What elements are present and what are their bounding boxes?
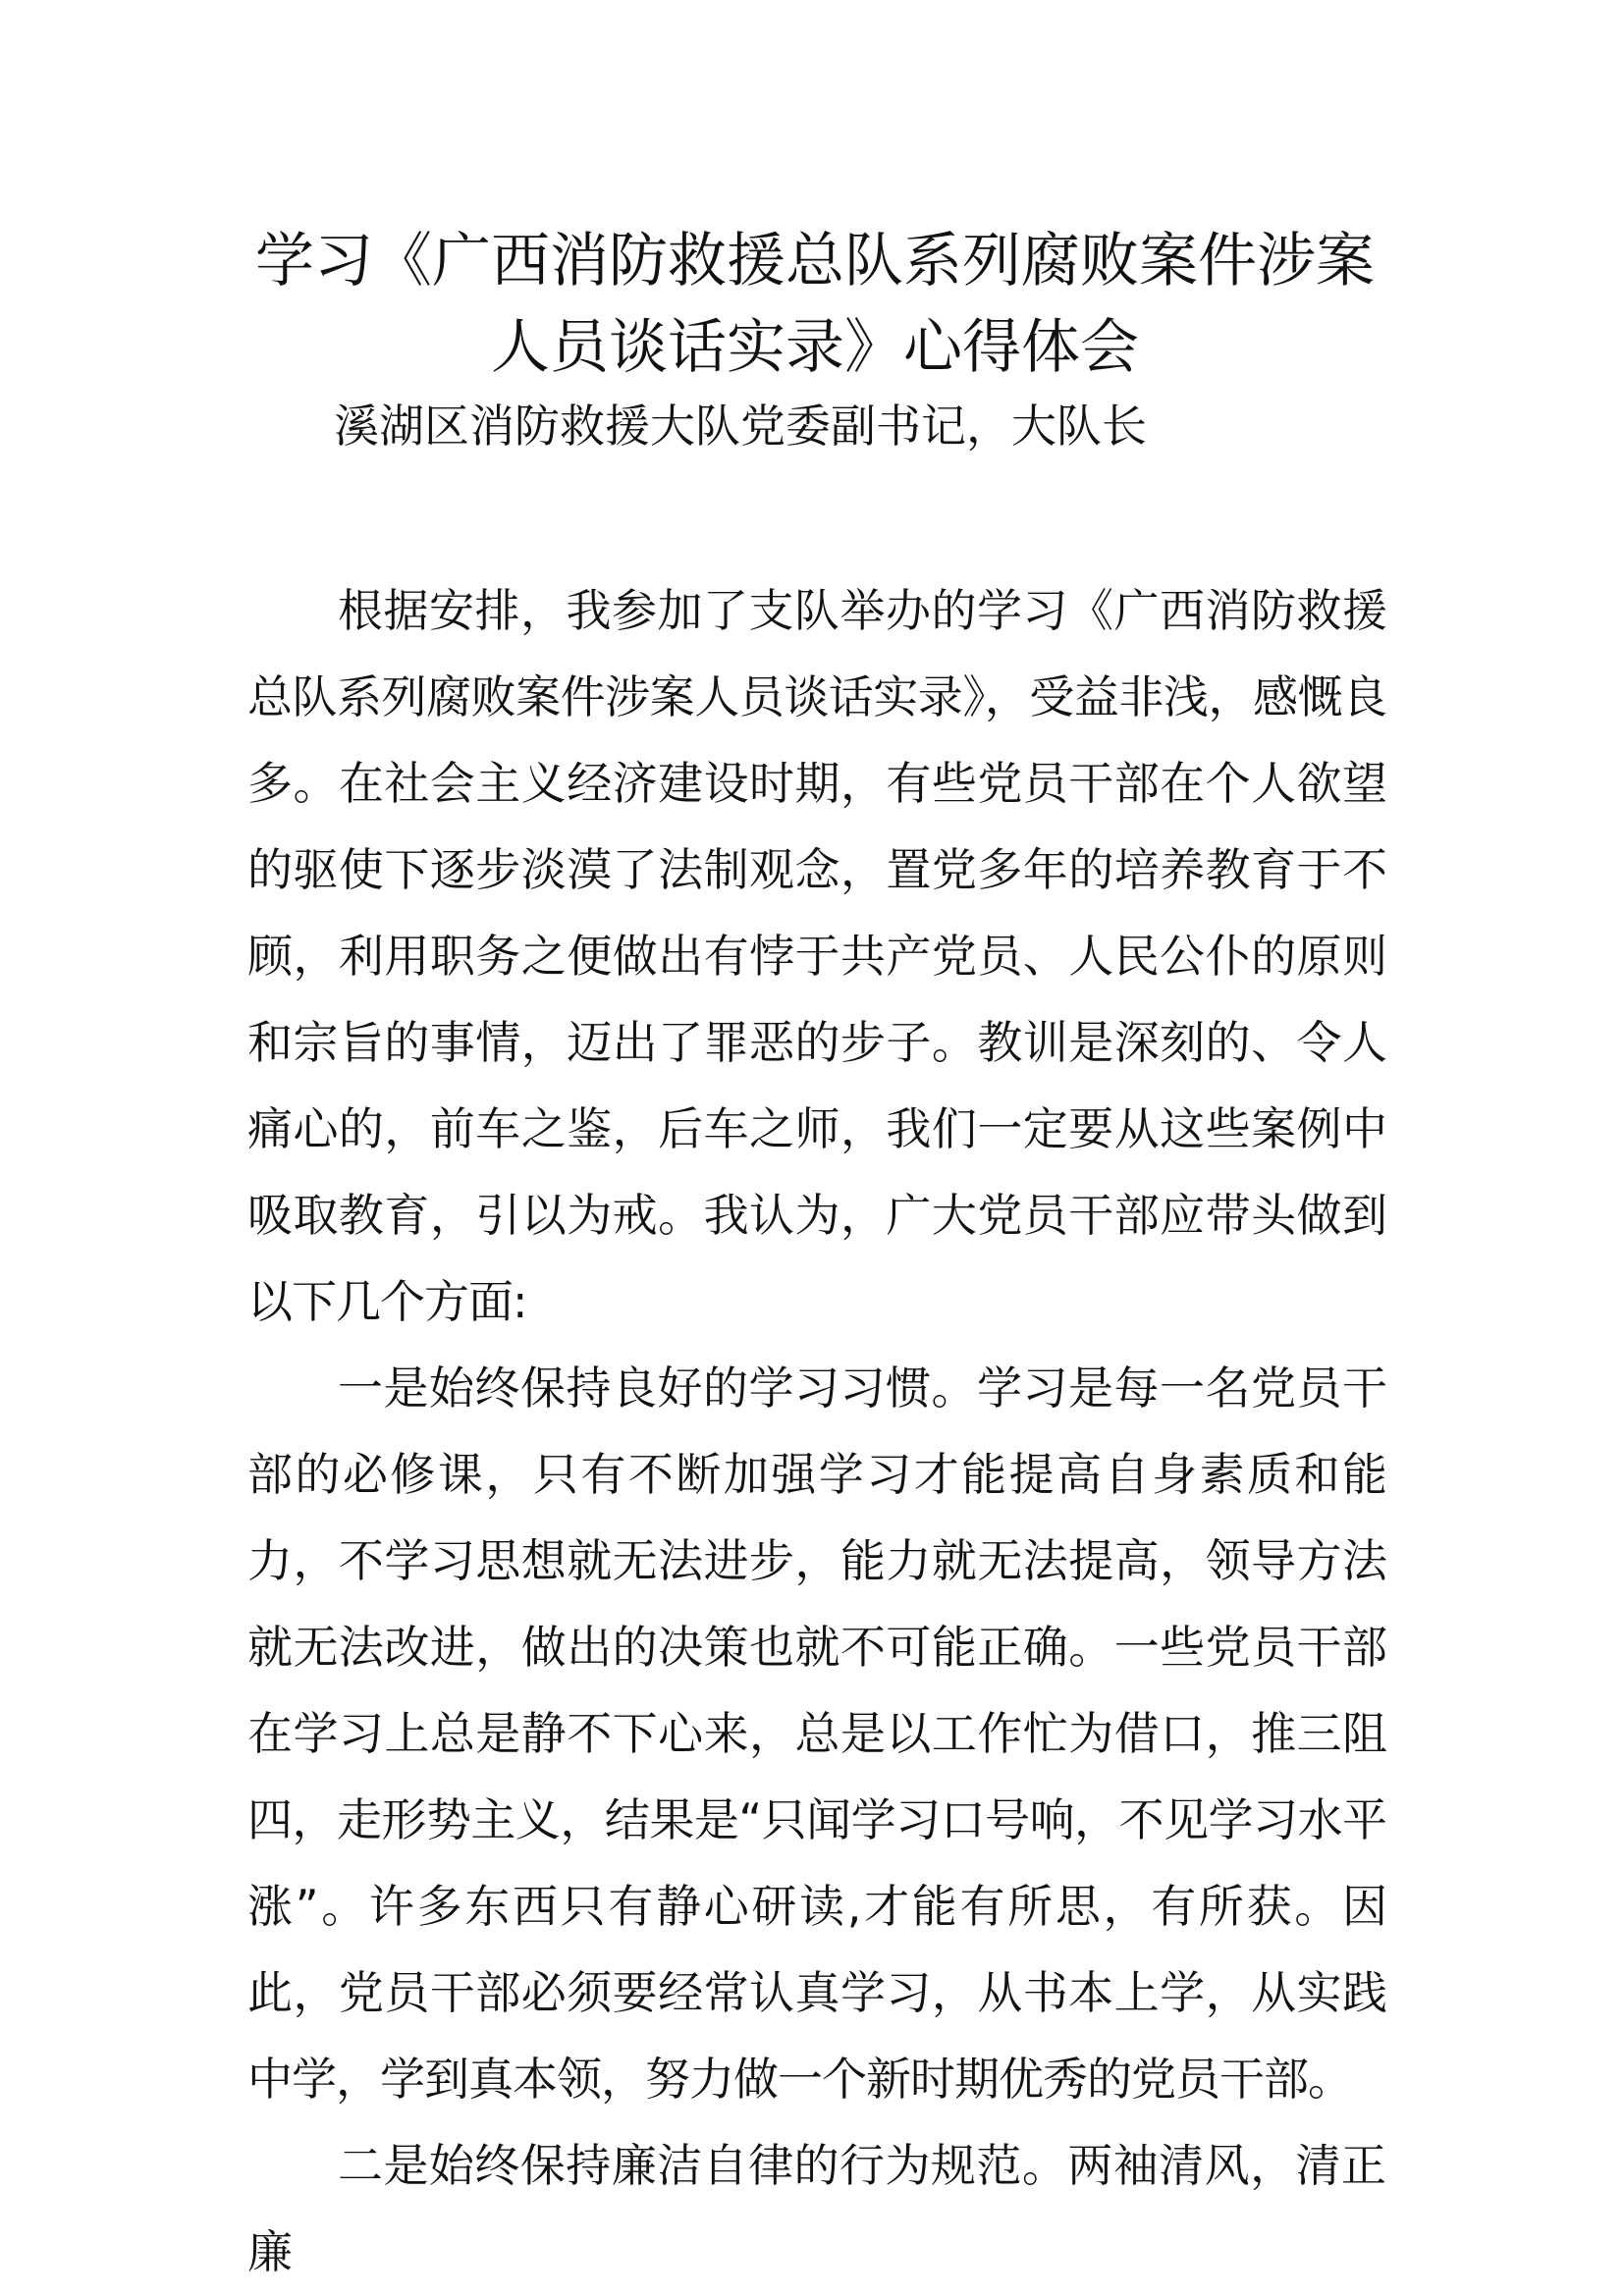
paragraph-intro: 根据安排，我参加了支队举办的学习《广西消防救援总队系列腐败案件涉案人员谈话实录》，受益非浅，感慨良多。在社会主义经济建设时期，有些党员干部在个人欲望的驱使下逐步淡漠了法制观念，置党多年的培养教育于不顾，利用职务之便做出有悖于共产党员、人民公仆的原则和宗旨的事情，迈出了罪恶的步子。教训是深刻的、令人痛心的，前车之鉴，后车之师，我们一定要从这些案例中吸取教育，引以为戒。我认为，广大党员干部应带头做到以下几个方面: — [247, 584, 1386, 1328]
author-byline: 溪湖区消防救援大队党委副书记，大队长 — [334, 400, 1147, 453]
title-line-1: 学习《广西消防救援总队系列腐败案件涉案 — [255, 227, 1375, 295]
paragraph-point-1: 一是始终保持良好的学习习惯。学习是每一名党员干部的必修课，只有不断加强学习才能提高自身素质和能力，不学习思想就无法进步，能力就无法提高，领导方法就无法改进，做出的决策也就不可能正确。一些党员干部在学习上总是静不下心来，总是以工作忙为借口，推三阻四，走形势主义，结果是“只闻学习口号响，不见学习水平涨”。许多东西只有静心研读,才能有所思，有所获。因此，党员干部必须要经常认真学习，从书本上学，从实践中学，学到真本领，努力做一个新时期优秀的党员干部。 — [247, 1362, 1386, 2106]
document-title — [236, 218, 1394, 391]
document-body — [247, 567, 1386, 2295]
paragraph-point-2: 二是始终保持廉洁自律的行为规范。两袖清风，清正廉 — [247, 2139, 1386, 2278]
title-line-2: 人员谈话实录》心得体会 — [491, 313, 1139, 382]
